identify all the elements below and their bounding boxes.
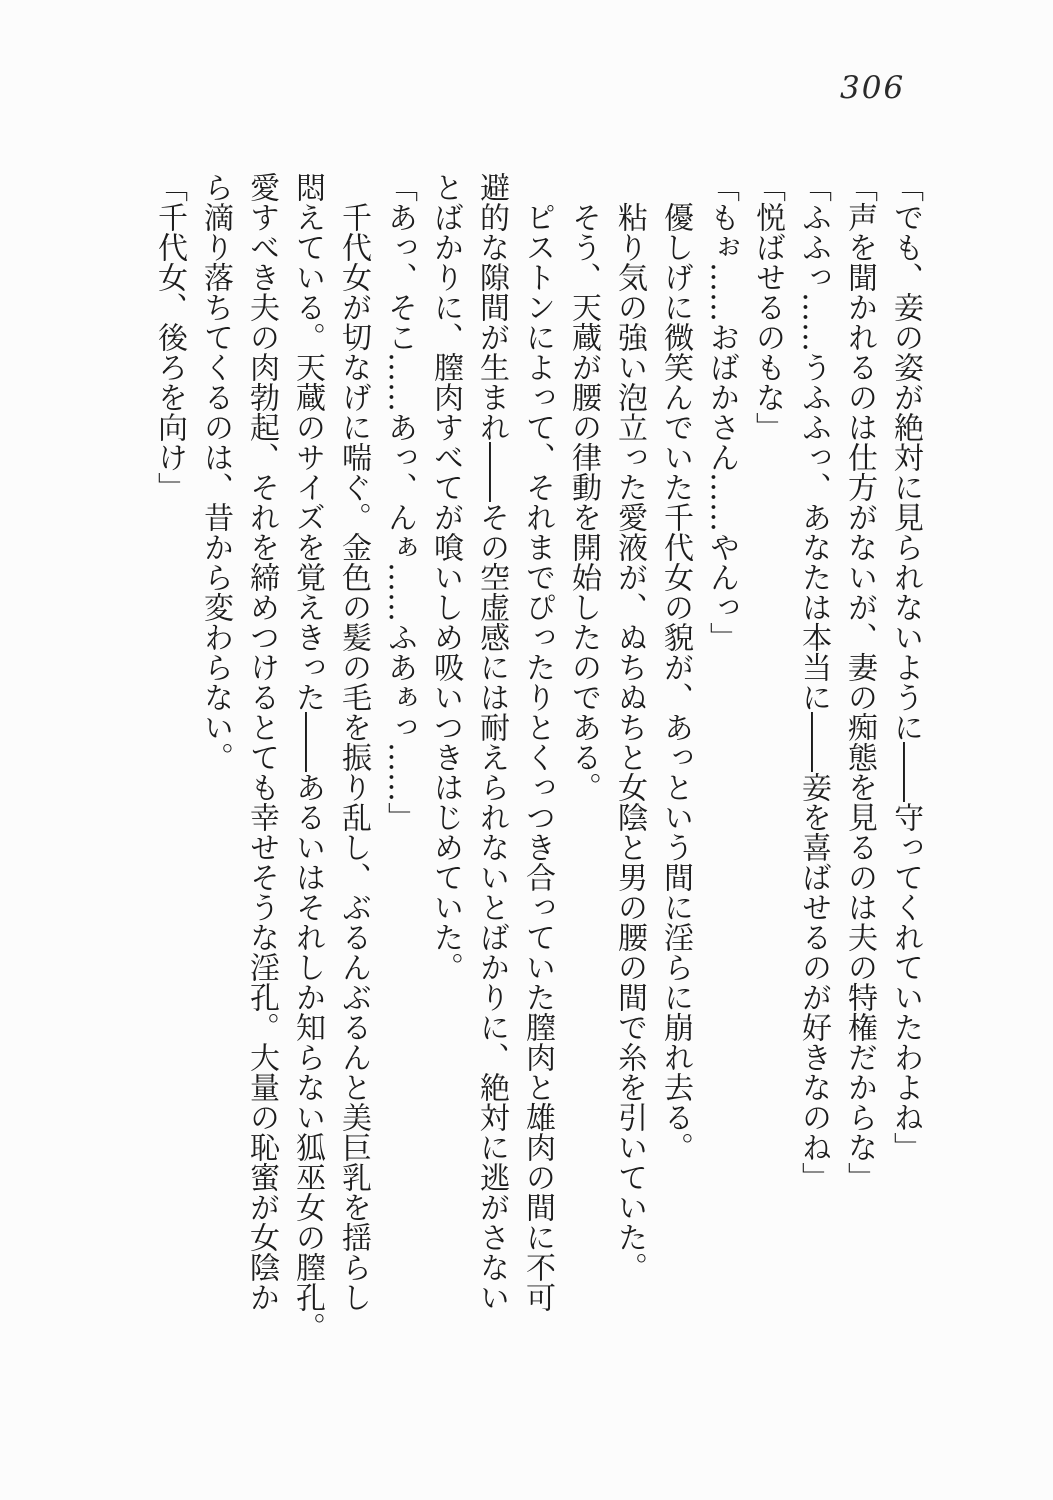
text-column: ピストンによって、それまでぴったりとくっつき合っていた膣肉と雄肉の間に不可 [520, 202, 555, 1312]
text-column: 優しげに微笑んでいた千代女の貌が、あっという間に淫らに崩れ去る。 [658, 202, 693, 1162]
text-column: ら滴り落ちてくるのは、昔から変わらない。 [198, 172, 233, 772]
text-column: 愛すべき夫の肉勃起、それを締めつけるとても幸せそうな淫孔。大量の恥蜜が女陰か [244, 172, 279, 1312]
text-column: 避的な隙間が生まれ――その空虚感には耐えられないとばかりに、絶対に逃がさない [474, 172, 509, 1312]
text-column: 「声を聞かれるのは仕方がないが、妻の痴態を見るのは夫の特権だからな」 [842, 172, 877, 1192]
text-column: 千代女が切なげに喘ぐ。金色の髪の毛を振り乱し、ぶるんぶるんと美巨乳を揺らし [336, 202, 371, 1312]
text-column: 「悦ばせるのもな」 [750, 172, 785, 442]
text-column: 「でも、妾の姿が絶対に見られないように――守ってくれていたわよね」 [888, 172, 923, 1162]
text-column: とばかりに、膣肉すべてが喰いしめ吸いつきはじめていた。 [428, 172, 463, 982]
text-column: 「もぉ……おばかさん……やんっ」 [704, 172, 739, 652]
text-column: そう、天蔵が腰の律動を開始したのである。 [566, 202, 601, 802]
text-column: 悶えている。天蔵のサイズを覚えきった――あるいはそれしか知らない狐巫女の膣孔。 [290, 172, 325, 1342]
text-column: 「千代女、後ろを向け」 [152, 172, 187, 502]
text-column: 「ふふっ……うふふっ、あなたは本当に――妾を喜ばせるのが好きなのね」 [796, 172, 831, 1192]
text-column: 粘り気の強い泡立った愛液が、ぬちぬちと女陰と男の腰の間で糸を引いていた。 [612, 202, 647, 1282]
page-number: 306 [840, 70, 906, 106]
text-block [146, 172, 928, 1342]
text-column: 「あっ、そこ……あっ、んぁ……ふあぁっ……」 [382, 172, 417, 832]
